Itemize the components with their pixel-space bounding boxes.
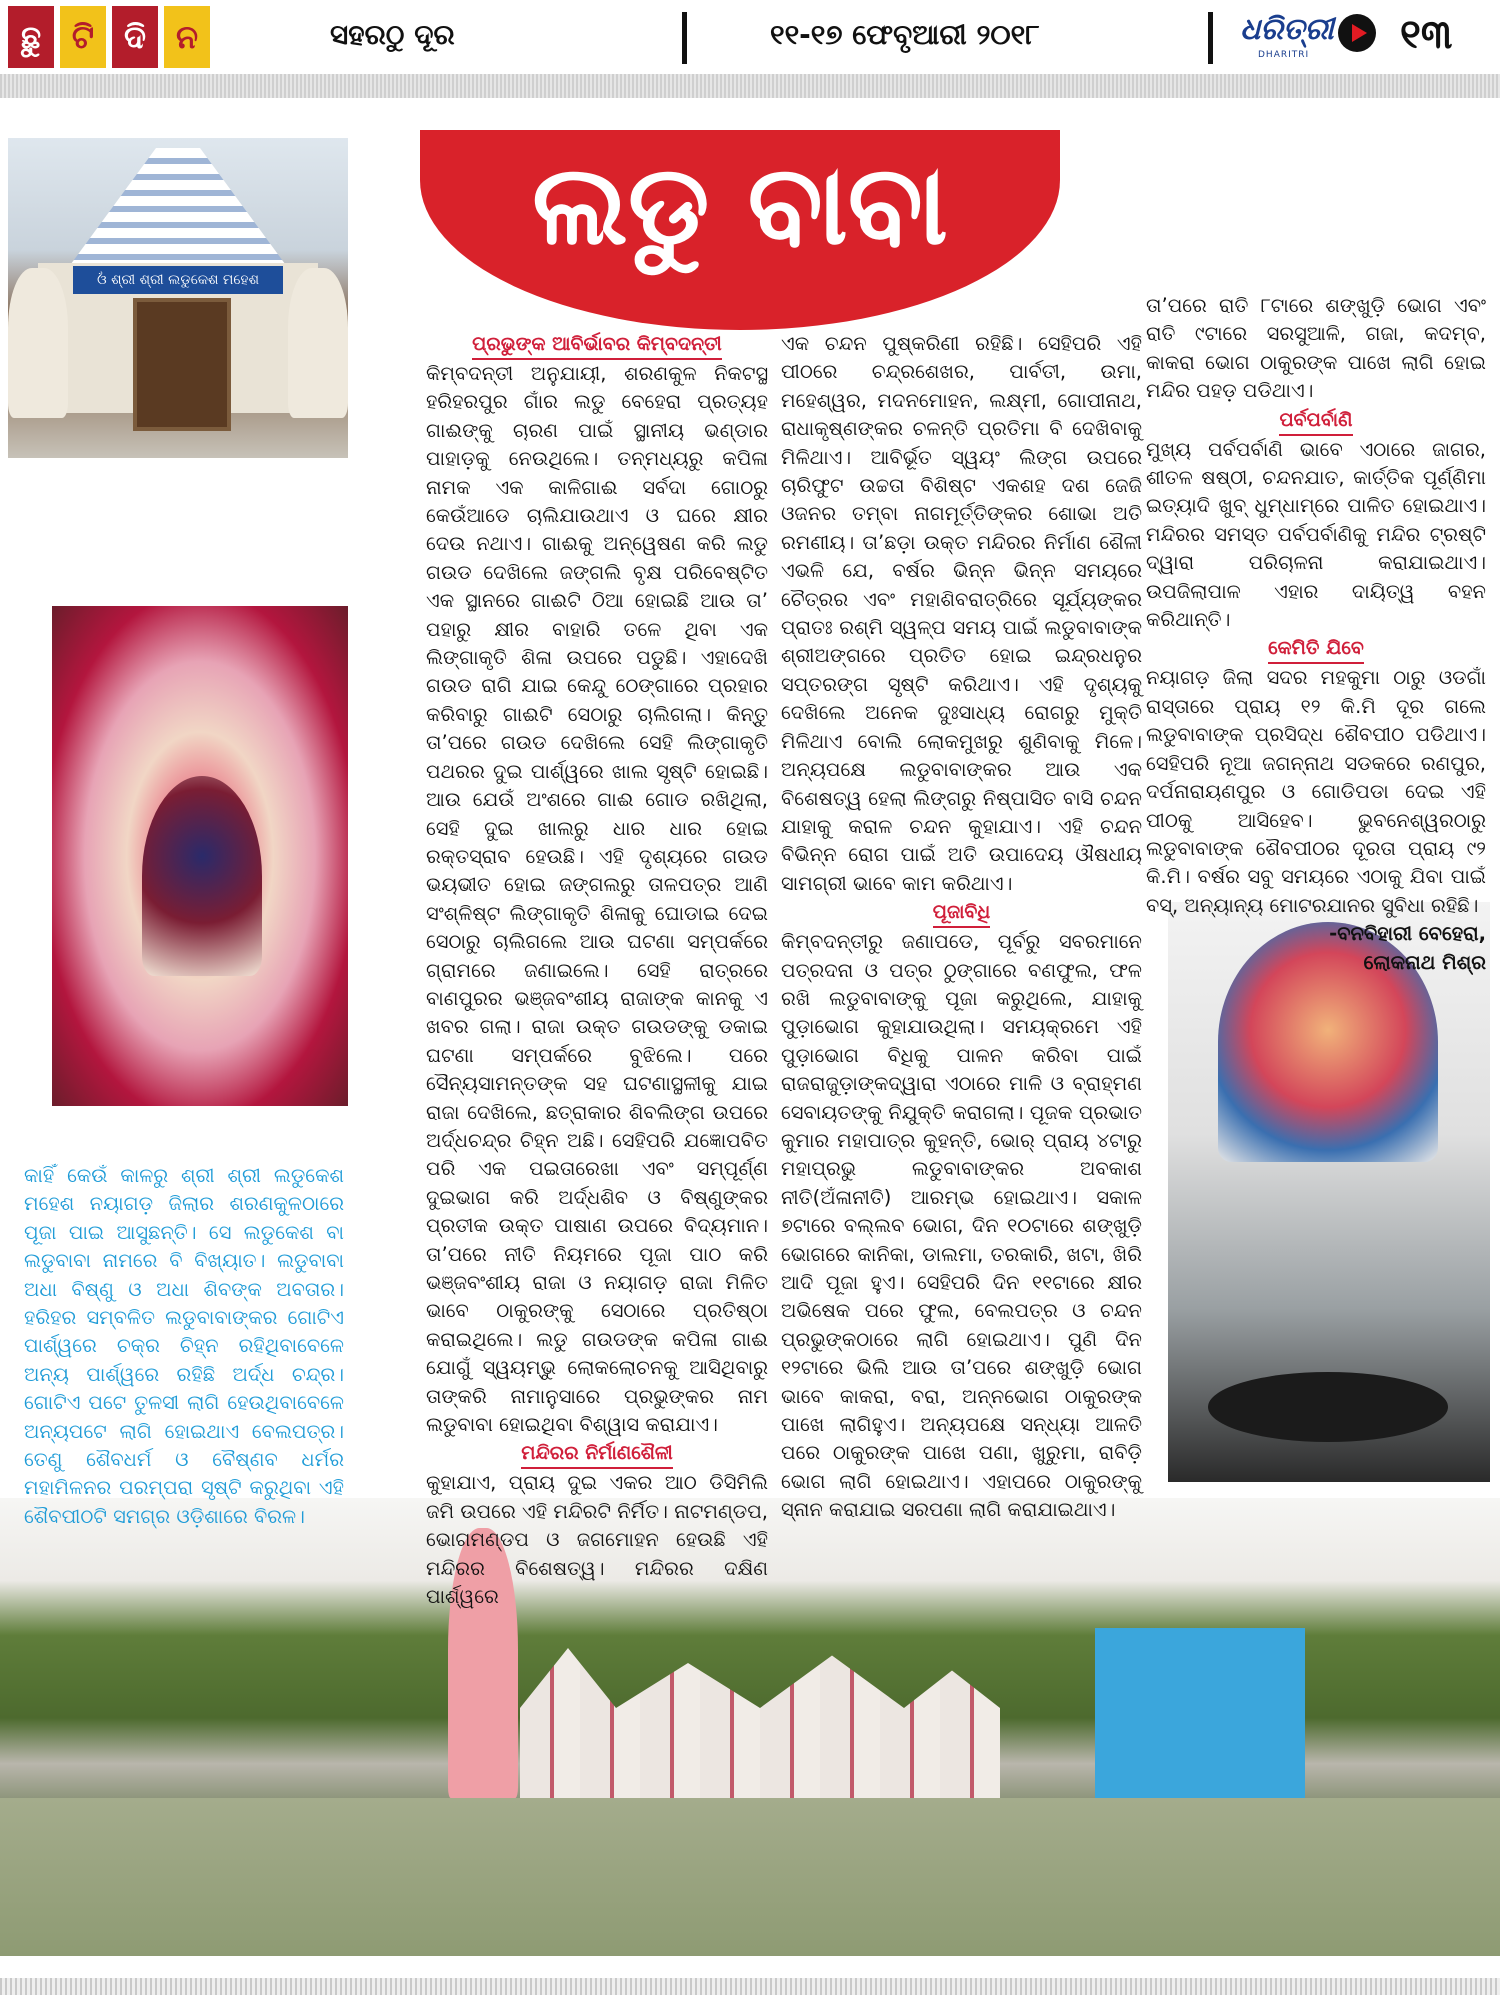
paragraph: ନୟାଗଡ଼ ଜିଲା ସଦର ମହକୁମା ଠାରୁ ଓଡଗାଁ ରାସ୍ତାରେ ପ୍ରାୟ ୧୨ କି.ମି ଦୂର ଗଲେ ଲଡୁବାବାଙ୍କ ପ୍ରସିଦ୍ଧ ଶୈବପୀଠ ପଡିଥାଏ। ସେହିପରି ନୂଆ ଜଗନ୍ନାଥ ସଡକରେ ରଣପୁର, ଦର୍ପନାରାୟଣପୁର ଓ ଗୋଡିପଡା ଦେଇ ଏହି ପୀଠକୁ ଆସିହେବ। ଭୁବନେଶ୍ୱରଠାରୁ ଲଡୁବାବାଙ୍କ ଶୈବପୀଠର ଦୂରତା ପ୍ରାୟ ୯୨ କି.ମି। ବର୍ଷର ସବୁ ସମୟରେ ଏଠାକୁ ଯିବା ପାଇଁ ବସ୍, ଅନ୍ୟାନ୍ୟ ମୋଟରଯାନର ସୁବିଧା ରହିଛି।: [1146, 666, 1486, 917]
brand-letter: ନ: [164, 6, 210, 68]
article-column-2: [781, 330, 1142, 1525]
intro-text: କାହିଁ କେଉଁ କାଳରୁ ଶ୍ରୀ ଶ୍ରୀ ଲଡୁକେଶ ମହେଶ ନୟାଗଡ଼ ଜିଲାର ଶରଣକୁଳଠାରେ ପୂଜା ପାଇ ଆସୁଛନ୍ତି। ସେ ଲଡୁକେଶ ବା ଲଡୁବାବା ନାମରେ ବି ବିଖ୍ୟାତ। ଲଡୁବାବା ଅଧା ବିଷ୍ଣୁ ଓ ଅଧା ଶିବଙ୍କ ଅବତାର। ହରିହର ସମ୍ବଳିତ ଲଡୁବାବାଙ୍କର ଗୋଟିଏ ପାର୍ଶ୍ୱରେ ଚକ୍ର ଚିହ୍ନ ରହିଥିବାବେଳେ ଅନ୍ୟ ପାର୍ଶ୍ୱରେ ରହିଛି ଅର୍ଦ୍ଧ ଚନ୍ଦ୍ର। ଗୋଟିଏ ପଟେ ତୁଳସୀ ଲାଗି ହେଉଥିବାବେଳେ ଅନ୍ୟପଟେ ଲାଗି ହୋଇଥାଏ ବେଲପତ୍ର। ତେଣୁ ଶୈବଧର୍ମ ଓ ବୈଷ୍ଣବ ଧର୍ମର ମହାମିଳନର ପରମ୍ପରା ସୃଷ୍ଟି କରୁଥିବା ଏହି ଶୈବପୀଠଟି ସମଗ୍ର ଓଡ଼ିଶାରେ ବିରଳ।: [24, 1164, 344, 1528]
article-column-3: [1146, 292, 1486, 977]
subheading: କେମିତି ଯିବେ: [1268, 634, 1364, 664]
footer-band: [0, 1978, 1500, 1995]
page-number: ୧୩: [1400, 12, 1453, 58]
deity-flower-photo: [52, 606, 348, 1106]
brand-letter: ଛୁ: [8, 6, 54, 68]
temple-plaque: ଓଁ ଶ୍ରୀ ଶ୍ରୀ ଲଡୁକେଶ ମହେଶ: [73, 266, 283, 294]
byline: ଲୋକନାଥ ମିଶ୍ର: [1363, 950, 1486, 974]
paragraph: ତା’ପରେ ରାତି ୮ଟାରେ ଶଙ୍ଖୁଡ଼ି ଭୋଗ ଏବଂ ରାତି ୯ଟାରେ ସରସୁଆଳି, ଗଜା, କଦମ୍ବ, କାକରା ଭୋଗ ଠାକୁରଙ୍କ ପାଖେ ଲାଗି ହୋଇ ମନ୍ଦିର ପହଡ଼ ପଡିଥାଏ।: [1146, 294, 1486, 403]
subheading: ପ୍ରଭୁଙ୍କ ଆବିର୍ଭାବର କିମ୍ବଦନ୍ତୀ: [472, 330, 722, 360]
header-band: [0, 74, 1500, 98]
brand-letter: ଦି: [112, 6, 158, 68]
temple-entrance-photo: [8, 138, 348, 458]
paragraph: କିମ୍ବଦନ୍ତୀ ଅନୁଯାୟୀ, ଶରଣକୁଳ ନିକଟସ୍ଥ ହରିହରପୁର ଗାଁର ଲଡୁ ବେହେରା ପ୍ରତ୍ୟହ ଗାଈଙ୍କୁ ଚାରଣ ପାଇଁ ସ୍ଥାନୀୟ ଭଣ୍ଡାର ପାହାଡ଼କୁ ନେଉଥିଲେ। ତନ୍ମଧ୍ୟରୁ କପିଳା ନାମକ ଏକ କାଳିଗାଈ ସର୍ବଦା ଗୋଠରୁ କେଉଁଆଡେ ଚାଲିଯାଉଥାଏ ଓ ଘରେ କ୍ଷୀର ଦେଉ ନଥାଏ। ଗାଈକୁ ଅନ୍ୱେଷଣ କରି ଲଡୁ ଗଉଡ ଦେଖିଲେ ଜଙ୍ଗଲି ବୃକ୍ଷ ପରିବେଷ୍ଟିତ ଏକ ସ୍ଥାନରେ ଗାଈଟି ଠିଆ ହୋଇଛି ଆଉ ତା’ ପହାରୁ କ୍ଷୀର ବାହାରି ତଳେ ଥିବା ଏକ ଲିଙ୍ଗାକୃତି ଶିଳା ଉପରେ ପଡୁଛି। ଏହାଦେଖି ଗଉଡ ରାଗି ଯାଇ କେନ୍ଦୁ ଠେଙ୍ଗାରେ ପ୍ରହାର କରିବାରୁ ଗାଈଟି ସେଠାରୁ ଚାଲିଗଲା। କିନ୍ତୁ ତା’ପରେ ଗଉଡ ଦେଖିଲେ ସେହି ଲିଙ୍ଗାକୃତି ପଥରର ଦୁଇ ପାର୍ଶ୍ୱରେ ଖାଲ ସୃଷ୍ଟି ହୋଇଛି। ଆଉ ଯେଉଁ ଅଂଶରେ ଗାଈ ଗୋଡ ରଖିଥିଲା, ସେହି ଦୁଇ ଖାଲରୁ ଧାର ଧାର ହୋଇ ରକ୍ତସ୍ରାବ ହେଉଛି। ଏହି ଦୃଶ୍ୟରେ ଗଉଡ ଭୟଭୀତ ହୋଇ ଜଙ୍ଗଲରୁ ତାଳପତ୍ର ଆଣି ସଂଶ୍ଳିଷ୍ଟ ଲିଙ୍ଗାକୃତି ଶିଳାକୁ ଘୋଡାଇ ଦେଇ ସେଠାରୁ ଚାଲିଗଲେ ଆଉ ଘଟଣା ସମ୍ପର୍କରେ ଗ୍ରାମରେ ଜଣାଇଲେ। ସେହି ରାତ୍ରରେ ବାଣପୁରର ଭଞ୍ଜବଂଶୀୟ ରାଜାଙ୍କ କାନକୁ ଏ ଖବର ଗଲା। ରାଜା ଉକ୍ତ ଗଉଡଙ୍କୁ ଡକାଇ ଘଟଣା ସମ୍ପର୍କରେ ବୁଝିଲେ। ପରେ ସୈନ୍ୟସାମନ୍ତଙ୍କ ସହ ଘଟଣାସ୍ଥଳୀକୁ ଯାଇ ରାଜା ଦେଖିଲେ, ଛତ୍ରାକାର ଶିବଲିଙ୍ଗ ଉପରେ ଅର୍ଦ୍ଧଚନ୍ଦ୍ର ଚିହ୍ନ ଅଛି। ସେହିପରି ଯଜ୍ଞୋପବିତ ପରି ଏକ ପଇତାରେଖା ଏବଂ ସମ୍ପୂର୍ଣ୍ଣ ଦୁଇଭାଗ କରି ଅର୍ଦ୍ଧଶିବ ଓ ବିଷ୍ଣୁଙ୍କର ପ୍ରତୀକ ଉକ୍ତ ପାଷାଣ ଉପରେ ବିଦ୍ୟମାନ। ତା’ପରେ ନୀତି ନିୟମରେ ପୂଜା ପାଠ କରି ଭଞ୍ଜବଂଶୀୟ ରାଜା ଓ ନୟାଗଡ଼ ରାଜା ମିଳିତ ଭାବେ ଠାକୁରଙ୍କୁ ସେଠାରେ ପ୍ରତିଷ୍ଠା କରାଇଥିଲେ। ଲଡୁ ଗଉଡଙ୍କ କପିଳା ଗାଈ ଯୋଗୁଁ ସ୍ୱୟମ୍ଭୁ ଲୋକଲୋଚନକୁ ଆସିଥିବାରୁ ତାଙ୍କରି ନାମାନୁସାରେ ପ୍ରଭୁଙ୍କର ନାମ ଲଡୁବାବା ହୋଇଥିବା ବିଶ୍ୱାସ କରାଯାଏ।: [426, 362, 768, 1437]
subheading: ପୂଜାବିଧି: [933, 898, 991, 928]
header-divider: [1208, 12, 1213, 64]
paragraph: କିମ୍ବଦନ୍ତୀରୁ ଜଣାପଡେ, ପୂର୍ବରୁ ସବରମାନେ ପତ୍ରଦନା ଓ ପତ୍ର ଠୁଙ୍ଗାରେ ବଣଫୁଲ, ଫଳ ରଖି ଲଡୁବାବାଙ୍କୁ ପୂଜା କରୁଥିଲେ, ଯାହାକୁ ପୁଡ଼ାଭୋଗ କୁହାଯାଉଥିଲା। ସମୟକ୍ରମେ ଏହି ପୁଡ଼ାଭୋଗ ବିଧିକୁ ପାଳନ କରିବା ପାଇଁ ରାଜରାଜୁଡ଼ାଙ୍କଦ୍ୱାରା ଏଠାରେ ମାଳି ଓ ବ୍ରାହ୍ମଣ ସେବାୟତଙ୍କୁ ନିଯୁକ୍ତି କରାଗଲା। ପୂଜକ ପ୍ରଭାତ କୁମାର ମହାପାତ୍ର କୁହନ୍ତି, ଭୋର୍ ପ୍ରାୟ ୪ଟାରୁ ମହାପ୍ରଭୁ ଲଡୁବାବାଙ୍କର ଅବକାଶ ନୀତି(ଅଁଳାନୀତି) ଆରମ୍ଭ ହୋଇଥାଏ। ସକାଳ ୭ଟାରେ ବଲ୍ଲବ ଭୋଗ, ଦିନ ୧୦ଟାରେ ଶଙ୍ଖୁଡ଼ି ଭୋଗରେ କାନିକା, ଡାଲମା, ତରକାରି, ଖଟା, ଖିରି ଆଦି ପୂଜା ହୁଏ। ସେହିପରି ଦିନ ୧୧ଟାରେ କ୍ଷୀର ଅଭିଷେକ ପରେ ଫୁଲ, ବେଲପତ୍ର ଓ ଚନ୍ଦନ ପ୍ରଭୁଙ୍କଠାରେ ଲାଗି ହୋଇଥାଏ। ପୁଣି ଦିନ ୧୨ଟାରେ ଭିଲି ଆଉ ତା’ପରେ ଶଙ୍ଖୁଡ଼ି ଭୋଗ ଭାବେ କାକରା, ବରା, ଅନ୍ନଭୋଗ ଠାକୁରଙ୍କ ପାଖେ ଲାଗିହୁଏ। ଅନ୍ୟପକ୍ଷେ ସନ୍ଧ୍ୟା ଆଳତି ପରେ ଠାକୁରଙ୍କ ପାଖେ ପଣା, ଖୁରୁମା, ରାବିଡ଼ି ଭୋଗ ଲାଗି ହୋଇଥାଏ। ଏହାପରେ ଠାକୁରଙ୍କୁ ସ୍ନାନ କରାଯାଇ ସରପଣା ଲାଗି କରାଯାଇଥାଏ।: [781, 930, 1142, 1522]
subheading: ପର୍ବପର୍ବାଣି: [1279, 406, 1352, 436]
header-divider: [682, 12, 687, 64]
newspaper-logo: ଧରିତ୍ରୀ: [1240, 12, 1334, 47]
article-title: ଲଡୁ ବାବା: [532, 141, 948, 269]
article-column-1: [426, 330, 768, 1611]
section-brand: [8, 6, 210, 68]
subheading: ମନ୍ଦିରର ନିର୍ମାଣଶୈଳୀ: [521, 1439, 672, 1469]
shiva-linga-photo: [1168, 902, 1490, 1482]
brand-letter: ଟି: [60, 6, 106, 68]
paragraph: କୁହାଯାଏ, ପ୍ରାୟ ଦୁଇ ଏକର ଆଠ ଡିସିମିଲି ଜମି ଉପରେ ଏହି ମନ୍ଦିରଟି ନିର୍ମିତ। ନାଟମଣ୍ଡପ, ଭୋଗମଣ୍ଡପ ଓ ଜଗମୋହନ ହେଉଛି ଏହି ମନ୍ଦିରର ବିଶେଷତ୍ୱ। ମନ୍ଦିରର ଦକ୍ଷିଣ ପାର୍ଶ୍ୱରେ: [426, 1471, 768, 1609]
byline: -ବନବିହାରୀ ବେହେରା,: [1329, 922, 1486, 946]
paragraph: ମୁଖ୍ୟ ପର୍ବପର୍ବାଣି ଭାବେ ଏଠାରେ ଜାଗର, ଶୀତଳ ଷଷ୍ଠୀ, ଚନ୍ଦନଯାତ, କାର୍ତ୍ତିକ ପୂର୍ଣ୍ଣିମା ଇତ୍ୟାଦି ଖୁବ୍ ଧୁମ୍‌ଧାମ୍‌ରେ ପାଳିତ ହୋଇଥାଏ। ମନ୍ଦିରର ସମସ୍ତ ପର୍ବପର୍ବାଣିକୁ ମନ୍ଦିର ଟ୍ରଷ୍ଟି ଦ୍ୱାରା ପରିଚାଳନା କରାଯାଇଥାଏ। ଉପଜିଲାପାଳ ଏହାର ଦାୟିତ୍ୱ ବହନ କରିଥାନ୍ତି।: [1146, 437, 1486, 632]
play-icon: [1338, 14, 1376, 52]
newspaper-logo-sub: DHARITRI: [1258, 50, 1310, 60]
section-title: ସହରଠୁ ଦୂର: [330, 18, 455, 51]
paragraph: ଏକ ଚନ୍ଦନ ପୁଷ୍କରିଣୀ ରହିଛି। ସେହିପରି ଏହି ପୀଠରେ ଚନ୍ଦ୍ରଶେଖର, ପାର୍ବତୀ, ଉମା, ମହେଶ୍ୱର, ମଦନମୋହନ, ଲକ୍ଷ୍ମୀ, ଗୋପୀନାଥ, ରାଧାକୃଷ୍ଣଙ୍କର ଚଳନ୍ତି ପ୍ରତିମା ବି ଦେଖିବାକୁ ମିଳିଥାଏ। ଆବିର୍ଭୂତ ସ୍ୱୟଂ ଲିଙ୍ଗ ଉପରେ ଚାରିଫୁଟ ଉଚ୍ଚତା ବିଶିଷ୍ଟ ଏକଶହ ଦଶ ଜେଜି ଓଜନର ତମ୍ବା ନାଗମୂର୍ତ୍ତିଙ୍କର ଶୋଭା ଅତି ରମଣୀୟ। ତା’ଛଡ଼ା ଉକ୍ତ ମନ୍ଦିରର ନିର୍ମାଣ ଶୈଳୀ ଏଭଳି ଯେ, ବର୍ଷର ଭିନ୍ନ ଭିନ୍ନ ସମୟରେ ଚୈତ୍ରର ଏବଂ ମହାଶିବରାତ୍ରିରେ ସୂର୍ଯ୍ୟଙ୍କର ପ୍ରାତଃ ରଶ୍ମି ସ୍ୱଳ୍ପ ସମୟ ପାଇଁ ଲଡୁବାବାଙ୍କ ଶ୍ରୀଅଙ୍ଗରେ ପ୍ରତିତ ହୋଇ ଇନ୍ଦ୍ରଧନୁର ସପ୍ତରଙ୍ଗ ସୃଷ୍ଟି କରିଥାଏ। ଏହି ଦୃଶ୍ୟକୁ ଦେଖିଲେ ଅନେକ ଦୁଃସାଧ୍ୟ ରୋଗରୁ ମୁକ୍ତି ମିଳିଥାଏ ବୋଲି ଲୋକମୁଖରୁ ଶୁଣିବାକୁ ମିଳେ। ଅନ୍ୟପକ୍ଷେ ଲଡୁବାବାଙ୍କର ଆଉ ଏକ ବିଶେଷତ୍ୱ ହେଲା ଲିଙ୍ଗରୁ ନିଷ୍ପାସିତ ବାସି ଚନ୍ଦନ ଯାହାକୁ କରାଳ ଚନ୍ଦନ କୁହାଯାଏ। ଏହି ଚନ୍ଦନ ବିଭିନ୍ନ ରୋଗ ପାଇଁ ଅତି ଉପାଦେୟ ଔଷଧୀୟ ସାମଗ୍ରୀ ଭାବେ କାମ କରିଥାଏ।: [781, 332, 1142, 895]
issue-date: ୧୧-୧୭ ଫେବୃଆରୀ ୨୦୧୮: [770, 18, 1040, 51]
